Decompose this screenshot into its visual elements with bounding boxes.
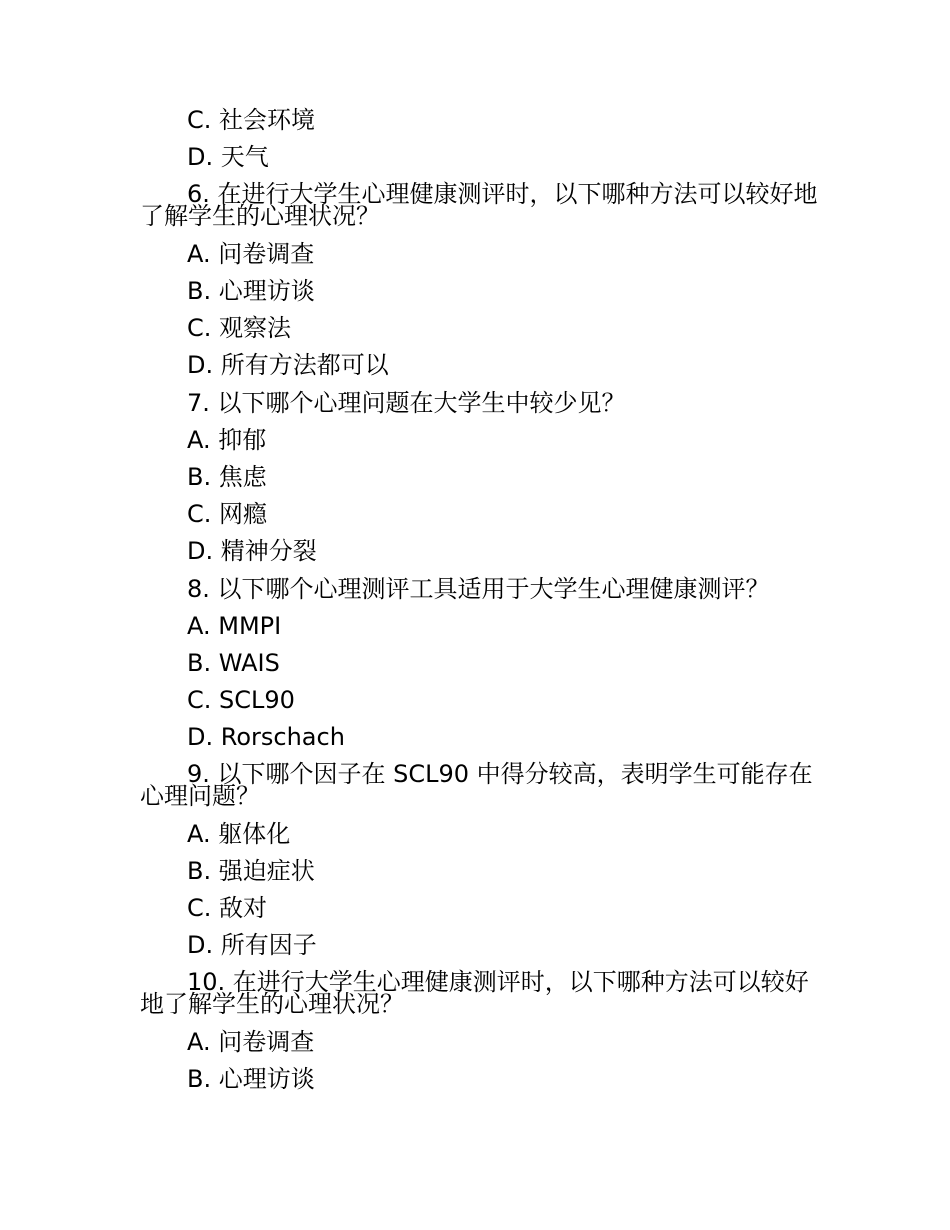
option-q5-c: C. 社会环境 [187, 106, 316, 134]
option-q9-c: C. 敌对 [187, 894, 268, 922]
option-q6-c: C. 观察法 [187, 314, 292, 342]
option-q6-b: B. 心理访谈 [187, 277, 315, 305]
question-6: 6. 在进行大学生心理健康测评时，以下哪种方法可以较好地了解学生的心理状况？ [140, 180, 818, 230]
option-q8-d: D. Rorschach [187, 723, 345, 751]
question-9: 9. 以下哪个因子在 SCL90 中得分较高，表明学生可能存在心理问题？ [140, 760, 813, 810]
option-q7-d: D. 精神分裂 [187, 537, 317, 565]
option-q10-a: A. 问卷调查 [187, 1028, 315, 1056]
option-q10-b: B. 心理访谈 [187, 1065, 315, 1093]
option-q6-a: A. 问卷调查 [187, 240, 315, 268]
option-q6-d: D. 所有方法都可以 [187, 351, 389, 379]
question-7: 7. 以下哪个心理问题在大学生中较少见？ [187, 389, 626, 417]
option-q8-a: A. MMPI [187, 612, 282, 640]
question-8: 8. 以下哪个心理测评工具适用于大学生心理健康测评？ [187, 575, 770, 603]
option-q8-b: B. WAIS [187, 649, 280, 677]
question-10: 10. 在进行大学生心理健康测评时，以下哪种方法可以较好地了解学生的心理状况？ [140, 968, 809, 1018]
option-q9-b: B. 强迫症状 [187, 857, 315, 885]
option-q5-d: D. 天气 [187, 143, 269, 171]
option-q7-a: A. 抑郁 [187, 426, 267, 454]
option-q9-a: A. 躯体化 [187, 820, 291, 848]
option-q7-b: B. 焦虑 [187, 463, 267, 491]
option-q8-c: C. SCL90 [187, 686, 295, 714]
option-q9-d: D. 所有因子 [187, 931, 317, 959]
option-q7-c: C. 网瘾 [187, 500, 268, 528]
